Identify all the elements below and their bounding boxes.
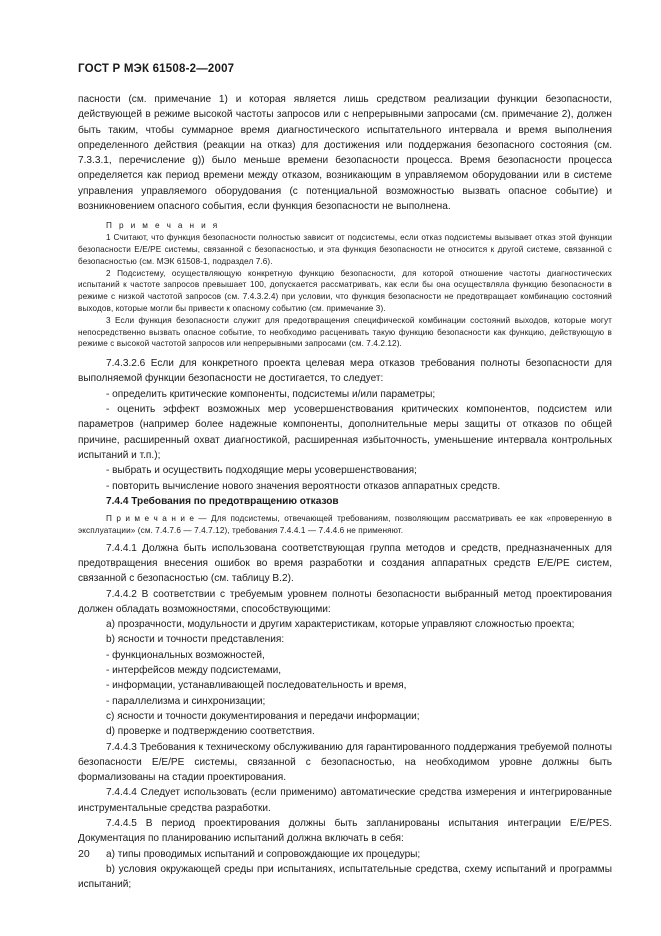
- list-item: - параллелизма и синхронизации;: [106, 695, 266, 707]
- clause-7-4-4-3: 7.4.4.3 Требования к техническому обслуживанию для гарантированного поддержания требуемой полноты безопасности E/E/PE системы, связанной с безопасностью, на необходимом уровне должны быть формализованы на стадии проектирования.: [78, 741, 612, 784]
- list-item: - оценить эффект возможных мер усовершенствования критических компонентов, подсистем или параметров (например более надежные компоненты, дополнительные меры защиты от отказов по общей причине, расширенный охват диагностикой, расширенная избыточность, уменьшение интервала контрольных испытаний и т.п.);: [78, 404, 612, 461]
- clause-7-4-4-4: 7.4.4.4 Следует использовать (если применимо) автоматические средства измерения и интегрированные инструментальные средства разработки.: [78, 787, 612, 814]
- page-number: 20: [78, 848, 90, 860]
- list-item: d) проверке и подтверждению соответствия.: [106, 726, 315, 738]
- clause-7-4-3-2-6: 7.4.3.2.6 Если для конкретного проекта целевая мера отказов требования полноты безопасности для выполняемой функции безопасности не достигается, то следует:: [78, 358, 612, 385]
- section-heading-7-4-4: 7.4.4 Требования по предотвращению отказов: [106, 495, 339, 507]
- clause-7-4-4-5: 7.4.4.5 В период проектирования должны быть запланированы испытания интеграции E/E/PES. Документация по планированию испытаний должна включать в себя:: [78, 818, 612, 845]
- page-body: [78, 92, 612, 893]
- list-item: a) типы проводимых испытаний и сопровождающие их процедуры;: [106, 848, 421, 860]
- list-item: - выбрать и осуществить подходящие меры усовершенствования;: [106, 465, 417, 477]
- running-header: ГОСТ Р МЭК 61508-2—2007: [78, 63, 235, 75]
- note-3: 3 Если функция безопасности служит для предотвращения специфической комбинации состояний выходов, которые могут непосредственно вызвать опасное событие, то необходимо расценивать такую функцию безопасности как функцию, действующую в режиме с высокой частотой запросов или непрерывными запросами (см. 7.4.2.12).: [78, 315, 612, 349]
- list-item: c) ясности и точности документирования и передачи информации;: [106, 710, 420, 722]
- list-item: - информации, устанавливающей последовательность и время,: [106, 680, 407, 692]
- note-1: 1 Считают, что функция безопасности полностью зависит от подсистемы, если отказ подсистемы вызывает отказ этой функции безопасности E/E/PE системы, связанной с безопасностью, и эта функция безопасности не относится к другой системе, связанной с безопасностью (см. МЭК 61508-1, подраздел 7.6).: [78, 233, 612, 266]
- list-item: - определить критические компоненты, подсистемы и/или параметры;: [106, 388, 436, 400]
- list-item: a) прозрачности, модульности и другим характеристикам, которые управляют сложностью проекта;: [106, 619, 575, 631]
- list-item: - повторить вычисление нового значения вероятности отказов аппаратных средств.: [106, 480, 501, 492]
- section-note: П р и м е ч а н и е — Для подсистемы, отвечающей требованиям, позволяющим рассматривать ее как «проверенную в эксплуатации» (см. 7.4.7.6 — 7.4.7.12), требования 7.4.4.1 — 7.4.4.6 не применяют.: [78, 514, 612, 535]
- list-item: b) условия окружающей среды при испытаниях, испытательные средства, схему испытаний и программы испытаний;: [78, 863, 612, 891]
- intro-paragraph: пасности (см. примечание 1) и которая является лишь средством реализации функции безопасности, действующей в режиме высокой частоты запросов или с непрерывными запросами (см. примечание 2), должен быть таким, чтобы суммарное время диагностического испытательного интервала и время выполнения определенного действия (реакции на отказ) для достижения или поддержания безопасного состояния (см. 7.3.3.1, перечисление g)) было меньше времени безопасности процесса. Время безопасности процесса определяется как период времени между отказом, возникающим в управляемом оборудовании или в системе управления управляемого оборудования (с потенциальной возможностью вызвать опасное событие) и возникновением опасного события, если функция безопасности не выполнена.: [78, 94, 612, 213]
- clause-7-4-4-1: 7.4.4.1 Должна быть использована соответствующая группа методов и средств, предназначенных для предотвращения внесения ошибок во время разработки и создания аппаратных средств E/E/PE систем, связанной с безопасностью (см. таблицу В.2).: [78, 542, 612, 585]
- list-item: b) ясности и точности представления:: [106, 634, 285, 646]
- list-item: - функциональных возможностей,: [106, 649, 265, 661]
- list-item: - интерфейсов между подсистемами,: [106, 665, 282, 677]
- clause-7-4-4-2: 7.4.4.2 В соответствии с требуемым уровнем полноты безопасности выбранный метод проектирования должен обладать возможностями, способствующими:: [78, 588, 612, 615]
- notes-title: П р и м е ч а н и я: [106, 221, 220, 231]
- note-2: 2 Подсистему, осуществляющую конкретную функцию безопасности, для которой отношение частоты диагностических испытаний к частоте запросов превышает 100, допускается рассматривать, как если бы она осуществляла функцию безопасности в режиме с низкой частотой запросов (см. 7.4.3.2.4) при условии, что функция безопасности не предотвращает комбинацию состояний выходов, которые могли бы привести к опасному событию (см. примечание 3).: [78, 268, 612, 313]
